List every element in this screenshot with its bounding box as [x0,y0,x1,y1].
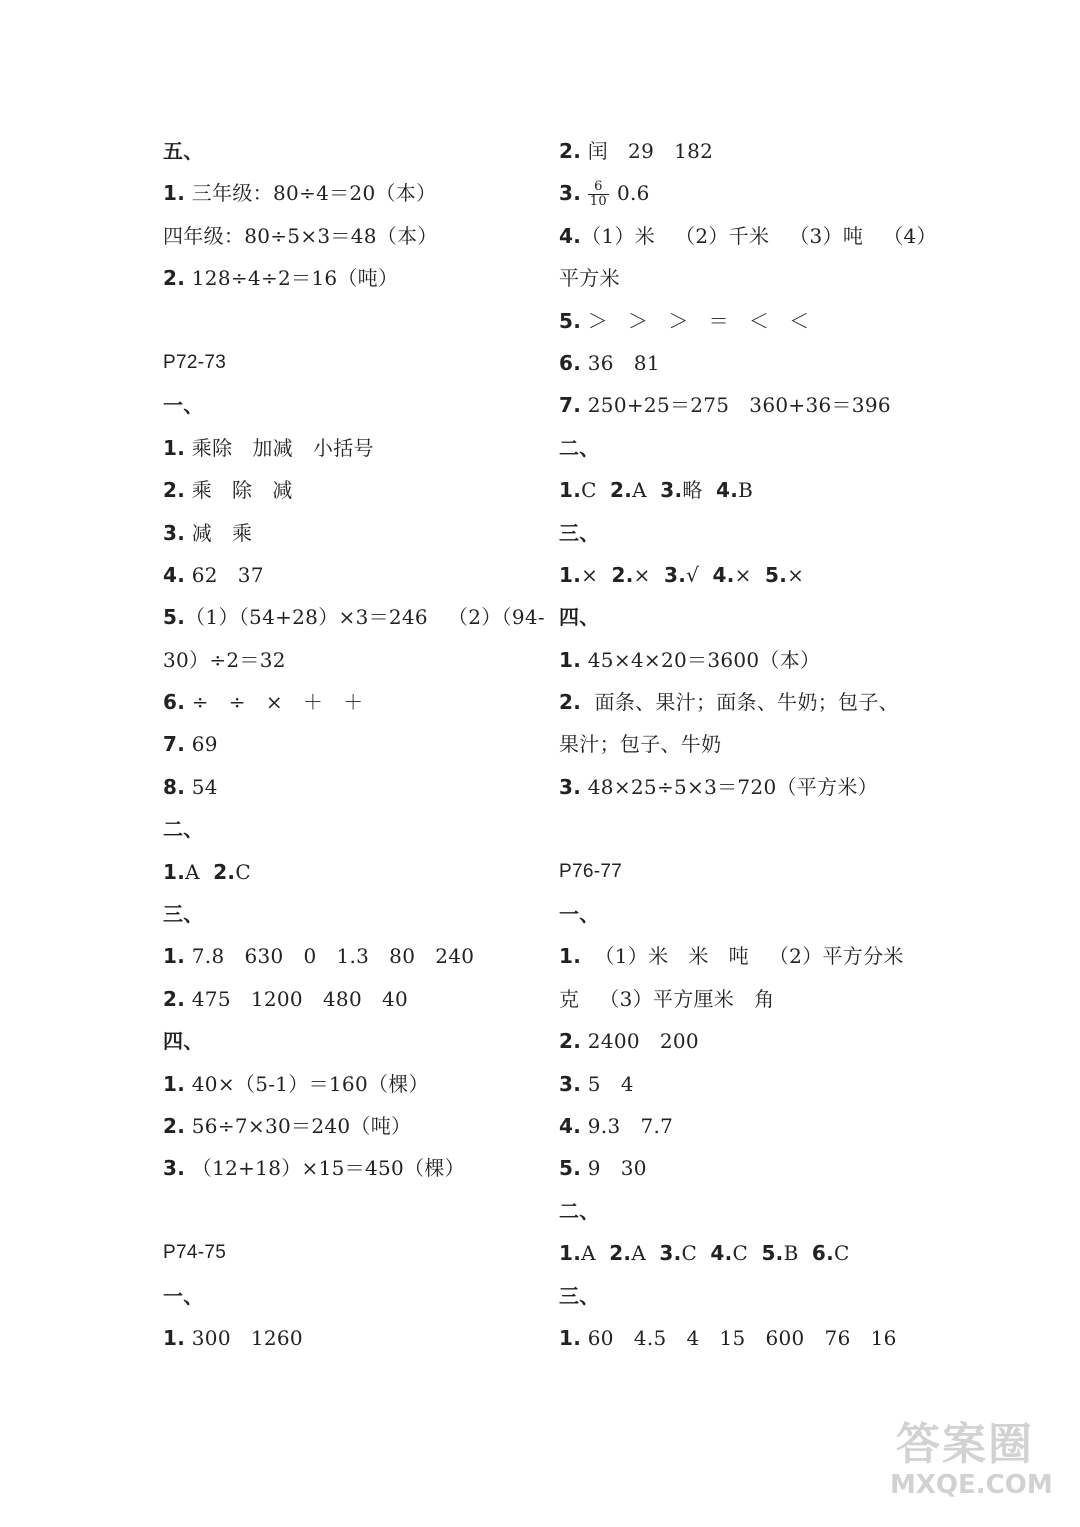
question-number: 1. [559,1241,582,1266]
section-heading [559,512,929,554]
question-number: 3. [559,181,582,206]
answer-line [163,723,533,765]
answer-text: ÷ ÷ × ＋ ＋ [185,690,364,715]
answer-text: 一、 [163,1283,204,1308]
question-number: 8. [163,774,186,799]
question-number: 2. [163,1113,186,1138]
question-number: 2. [163,986,186,1011]
answer-text: 62 37 [185,562,264,587]
answer-text: A [185,859,214,884]
section-heading [559,427,929,469]
answer-text: 2400 200 [581,1029,699,1054]
question-number: 6. [163,690,186,715]
answer-text: A [632,478,661,503]
answer-line [559,639,929,681]
answer-line [559,342,929,384]
answer-line [163,1147,533,1189]
answer-line [163,1317,533,1359]
answer-text: 5 4 [581,1071,634,1096]
answer-text: 减 乘 [185,520,253,545]
answer-line [163,1105,533,1147]
answer-text: √ [686,562,713,587]
answer-line [163,935,533,977]
answer-text: 果汁；包子、牛奶 [559,732,722,757]
answer-line [163,1063,533,1105]
answer-text: A [631,1241,660,1266]
answer-text: C [732,1241,762,1266]
question-number: 4. [559,223,582,248]
answer-text: 0.6 [616,181,650,206]
answer-text: B [783,1241,812,1266]
answer-line [559,130,929,172]
page-range-heading [163,1232,533,1274]
answer-line [559,554,929,596]
answer-line [559,1147,929,1189]
question-number: 6. [559,350,582,375]
answer-text: C [581,478,611,503]
answer-text: 克 （3）平方厘米 角 [559,986,775,1011]
answer-line [163,766,533,808]
answer-text: × [734,562,765,587]
answer-text: 闰 29 182 [581,139,714,163]
question-number: 3. [163,520,186,545]
answer-line [163,427,533,469]
answer-text: 三年级：80÷4＝20（本） [185,181,437,206]
answer-line [559,172,929,214]
answer-text: 48×25÷5×3＝720（平方米） [581,774,878,799]
right-column [559,130,937,1359]
answer-text: C [681,1241,711,1266]
answer-text: A [581,1241,610,1266]
question-number: 1. [163,859,186,884]
section-heading [163,130,533,172]
answer-text: 7.8 630 0 1.3 80 240 [185,944,475,969]
answer-line [163,257,533,299]
answer-line [559,469,929,511]
question-number: 3. [163,1156,186,1181]
section-heading [559,1190,929,1232]
question-number: 2. [163,266,186,291]
answer-text: × [633,562,664,587]
question-number: 2. [559,1029,582,1054]
question-number: 1. [163,944,186,969]
answer-line [559,978,929,1020]
answer-text: 45×4×20＝3600（本） [581,647,821,672]
answer-line [163,512,533,554]
question-number: 2. [559,139,582,163]
question-number: 3. [660,478,683,503]
answer-line [163,554,533,596]
question-number: 5. [764,562,788,587]
question-number: 1. [559,478,582,503]
section-heading [163,384,533,426]
page-range-heading [559,851,929,893]
question-number: 4. [163,562,186,587]
answer-text: 9 30 [581,1156,647,1181]
section-heading [163,893,533,935]
question-number: 2. [609,1241,632,1266]
question-number: 3. [659,1241,682,1266]
question-number: 2. [213,859,236,884]
question-number: 2. [559,690,582,715]
question-number: 1. [163,181,186,206]
answer-text: 一、 [559,902,600,927]
fraction-numerator: 6 [588,180,609,195]
answer-text: 五、 [163,139,204,163]
question-number: 7. [163,732,186,757]
section-heading [163,1275,533,1317]
answer-text: 9.3 7.7 [581,1113,674,1138]
answer-line [163,469,533,511]
answer-line [559,1105,929,1147]
answer-text: 30）÷2＝32 [163,647,286,672]
answer-text: 二、 [559,1198,600,1223]
answer-line [559,384,929,426]
answer-text: 三、 [559,1283,600,1308]
question-number: 1. [559,1325,582,1350]
question-number: 3. [664,562,687,587]
section-heading [163,1020,533,1062]
answer-text: 乘除 加减 小括号 [185,435,374,460]
answer-text: 四、 [163,1029,204,1054]
answer-line [163,978,533,1020]
left-column [163,130,545,1359]
question-number: 5. [163,605,186,630]
answer-text: 四、 [559,605,600,630]
question-number: 7. [559,393,582,418]
answer-text: （1）米 米 吨 （2）平方分米 [581,944,904,969]
section-heading [163,808,533,850]
answer-text: 面条、果汁；面条、牛奶；包子、 [581,690,899,715]
answer-text: 128÷4÷2＝16（吨） [185,266,399,291]
answer-line [559,1063,929,1105]
watermark-logo-text: 答案圈 [896,1419,1034,1470]
answer-text: 一、 [163,393,204,418]
question-number: 1. [163,435,186,460]
answer-text: 40×（5-1）＝160（棵） [185,1071,429,1096]
answer-text: 300 1260 [185,1325,303,1350]
answer-text: × [581,562,612,587]
question-number: 1. [559,647,582,672]
question-number: 2. [611,562,634,587]
answer-line [559,257,929,299]
answer-line [559,766,929,808]
question-number: 4. [710,1241,733,1266]
fraction-denominator: 10 [589,194,607,210]
question-number: 3. [559,1071,582,1096]
answer-line [163,681,533,723]
question-number: 5. [761,1241,784,1266]
watermark-url: MXQE.COM [890,1470,1053,1500]
question-number: 4. [715,478,739,503]
question-number: 4. [712,562,735,587]
answer-text: 乘 除 减 [185,478,293,503]
question-number: 1. [559,944,582,969]
answer-text: 四年级：80÷5×3＝48（本） [163,223,438,248]
answer-text: ＞ ＞ ＞ ＝ ＜ ＜ [581,308,810,333]
answer-text: 二、 [163,817,204,842]
answer-line [559,215,937,257]
question-number: 2. [610,478,633,503]
answer-text: × [787,562,805,587]
answer-line [559,935,929,977]
answer-line [559,1317,929,1359]
answer-text: 475 1200 480 40 [185,986,408,1011]
page-range-heading [163,342,533,384]
answer-line [559,681,929,723]
answer-line [559,1020,929,1062]
answer-text: P74-75 [163,1242,227,1264]
answer-text: （1）米 （2）千米 （3）吨 （4） [581,223,937,248]
answer-text: P72-73 [163,351,227,373]
fraction [588,180,609,209]
question-number: 3. [559,774,582,799]
answer-text: P76-77 [559,860,623,882]
section-heading [559,596,929,638]
question-number: 4. [559,1113,582,1138]
answer-text: （1）（54+28）×3＝246 （2）（94- [185,605,545,630]
answer-line [559,300,929,342]
answer-text: C [235,859,251,884]
answer-line [163,172,533,214]
answer-text: 54 [185,774,218,799]
answer-line [163,215,533,257]
answer-text: 二、 [559,435,600,460]
question-number: 1. [163,1325,186,1350]
question-number: 2. [163,478,186,503]
answer-text: 三、 [559,520,600,545]
answer-text: C [834,1241,850,1266]
question-number: 1. [163,1071,186,1096]
answer-text: 60 4.5 4 15 600 76 16 [581,1325,897,1350]
answer-line [559,1232,929,1274]
question-number: 5. [559,1156,582,1181]
answer-text: B [738,478,754,503]
answer-line [163,639,533,681]
answer-text: 69 [185,732,218,757]
answer-text: 56÷7×30＝240（吨） [185,1113,412,1138]
answer-text: （12+18）×15＝450（棵） [185,1156,465,1181]
answer-text: 三、 [163,902,204,927]
answer-text: 略 [682,478,716,503]
question-number: 6. [811,1241,835,1266]
question-number: 5. [559,308,582,333]
section-heading [559,893,929,935]
answer-text: 36 81 [581,350,660,375]
answer-line [163,596,545,638]
section-heading [559,1275,929,1317]
watermark-logo [890,1419,1053,1515]
answer-line [163,851,533,893]
question-number: 1. [559,562,582,587]
answer-text: 平方米 [559,266,620,291]
answer-text: 250+25＝275 360+36＝396 [581,393,891,418]
answer-line [559,723,929,765]
